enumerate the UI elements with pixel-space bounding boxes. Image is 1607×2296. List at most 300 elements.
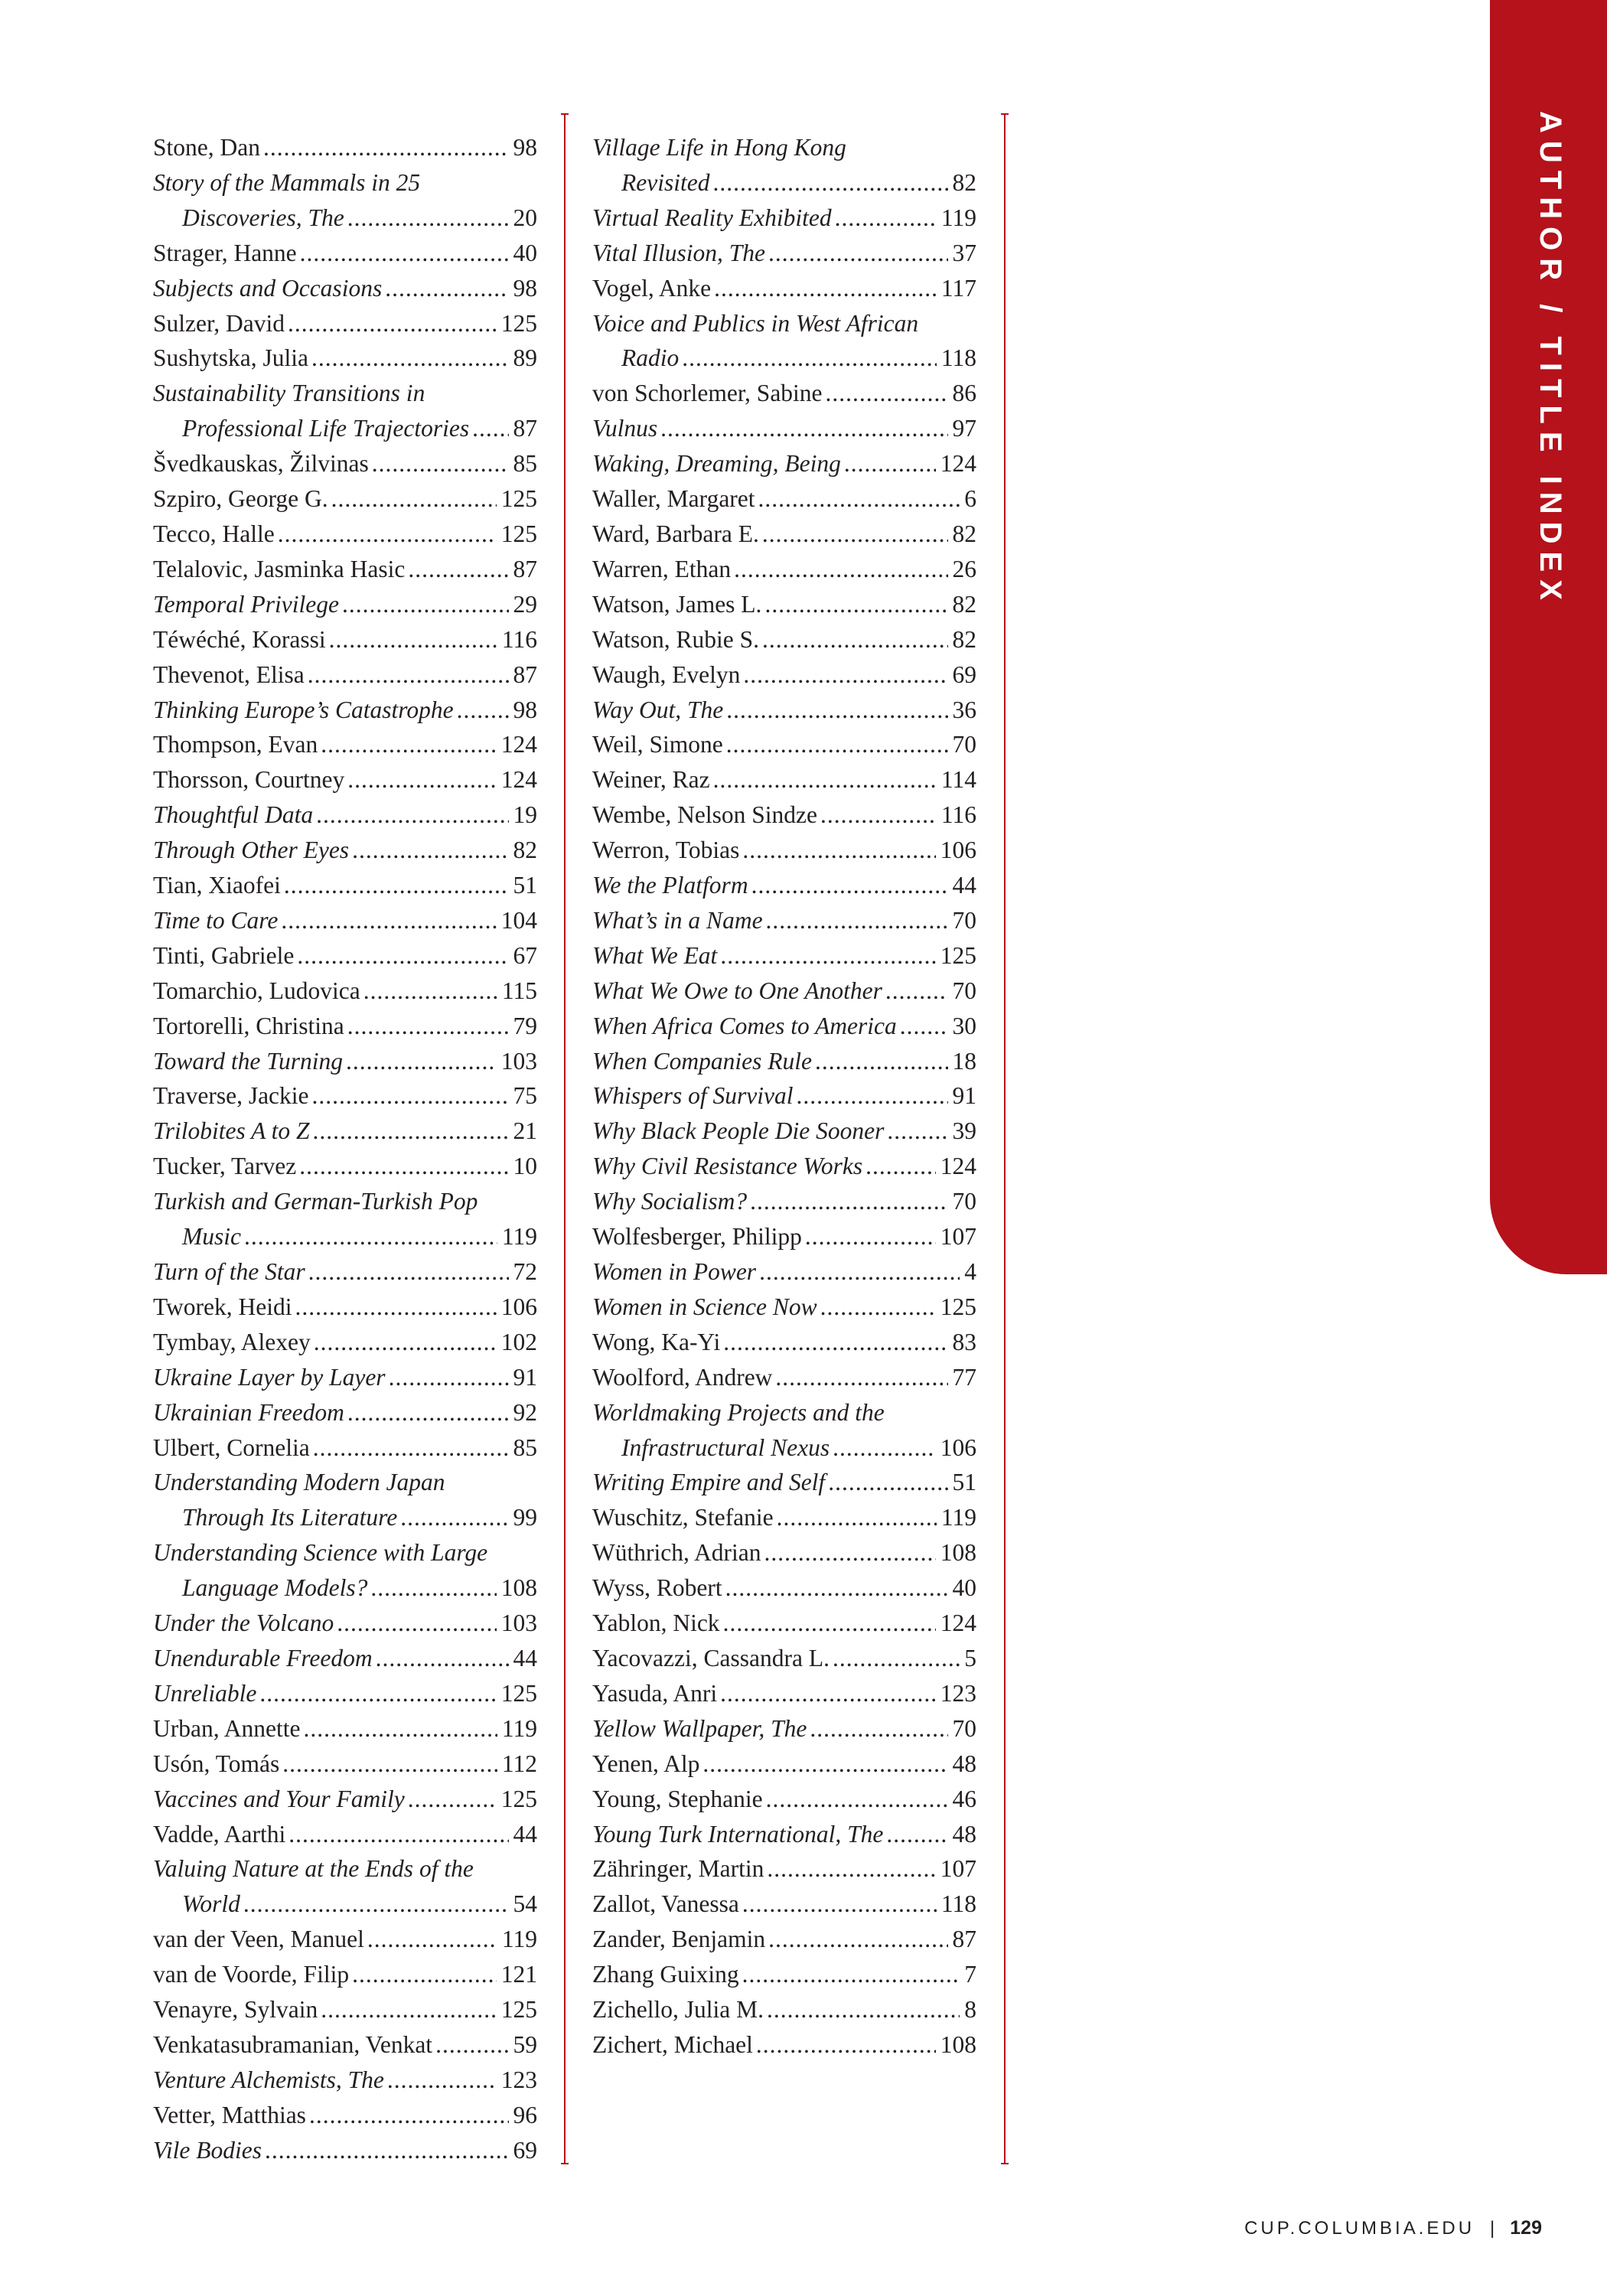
leader-dots bbox=[313, 1114, 509, 1149]
entry-text: Vital Illusion, The bbox=[592, 239, 766, 266]
index-entry-author bbox=[592, 657, 976, 693]
index-entry-author bbox=[592, 762, 976, 797]
entry-page-number: 106 bbox=[500, 1293, 537, 1320]
entry-page-number: 116 bbox=[501, 625, 537, 653]
index-entry-title bbox=[153, 797, 537, 833]
leader-dots bbox=[347, 1009, 509, 1044]
entry-page-number: 79 bbox=[513, 1012, 537, 1039]
leader-dots bbox=[725, 1570, 948, 1606]
entry-text-line2 bbox=[592, 1430, 976, 1466]
entry-text: Telalovic, Jasminka Hasic bbox=[153, 555, 406, 582]
entry-page-number: 85 bbox=[513, 450, 537, 478]
entry-text: Sushytska, Julia bbox=[153, 344, 309, 372]
entry-text: Vile Bodies bbox=[153, 2136, 262, 2164]
index-entry-author bbox=[592, 1219, 976, 1254]
entry-text: Vaccines and Your Family bbox=[153, 1785, 405, 1812]
leader-dots bbox=[321, 1992, 497, 2027]
entry-page-number: 118 bbox=[940, 344, 976, 372]
index-entry-author bbox=[592, 727, 976, 762]
entry-text: Yenen, Alp bbox=[592, 1750, 700, 1777]
leader-dots bbox=[313, 1430, 509, 1466]
leader-dots bbox=[762, 622, 948, 657]
entry-page-number: 117 bbox=[940, 274, 976, 302]
index-entry-author bbox=[592, 1570, 976, 1606]
entry-page-number: 124 bbox=[940, 1609, 976, 1637]
entry-page-number: 124 bbox=[940, 450, 976, 478]
index-entry-author bbox=[592, 1325, 976, 1360]
entry-text: Professional Life Trajectories bbox=[182, 415, 470, 442]
entry-page-number: 82 bbox=[952, 168, 976, 196]
index-entry-title bbox=[153, 1114, 537, 1149]
index-entry-author bbox=[153, 1711, 537, 1746]
entry-page-number: 106 bbox=[940, 837, 976, 864]
leader-dots bbox=[762, 517, 948, 552]
entry-text: Švedkauskas, Žilvinas bbox=[153, 450, 369, 478]
leader-dots bbox=[288, 1817, 508, 1852]
index-entry-author bbox=[592, 587, 976, 622]
entry-page-number: 108 bbox=[940, 1539, 976, 1567]
index-entry-title bbox=[153, 2133, 537, 2168]
entry-page-number: 18 bbox=[952, 1047, 976, 1075]
entry-text: Unendurable Freedom bbox=[153, 1644, 373, 1671]
entry-text: Toward the Turning bbox=[153, 1047, 344, 1075]
leader-dots bbox=[265, 2133, 509, 2168]
entry-page-number: 44 bbox=[952, 872, 976, 899]
entry-text: Vetter, Matthias bbox=[153, 2101, 306, 2128]
entry-page-number: 4 bbox=[964, 1258, 976, 1285]
index-entry-author bbox=[592, 1992, 976, 2027]
index-entry-author bbox=[153, 341, 537, 376]
leader-dots bbox=[331, 481, 497, 517]
entry-text: Yellow Wallpaper, The bbox=[592, 1714, 807, 1742]
index-entry-author bbox=[592, 1535, 976, 1570]
index-entry-author bbox=[153, 2027, 537, 2063]
leader-dots bbox=[713, 762, 937, 797]
entry-page-number: 115 bbox=[501, 977, 537, 1004]
leader-dots bbox=[714, 271, 937, 306]
leader-dots bbox=[321, 727, 497, 762]
entry-text: Tinti, Gabriele bbox=[153, 941, 295, 969]
entry-text: Radio bbox=[621, 344, 680, 372]
entry-page-number: 8 bbox=[964, 1996, 976, 2024]
index-entry-author bbox=[153, 727, 537, 762]
leader-dots bbox=[751, 868, 948, 903]
leader-dots bbox=[281, 903, 496, 938]
leader-dots bbox=[329, 622, 497, 657]
index-entry-author bbox=[153, 868, 537, 903]
entry-text: Stone, Dan bbox=[153, 134, 260, 161]
entry-page-number: 37 bbox=[952, 239, 976, 266]
entry-page-number: 125 bbox=[500, 485, 537, 513]
index-entry-title bbox=[153, 1606, 537, 1641]
entry-text: When Africa Comes to America bbox=[592, 1012, 897, 1039]
entry-text: Szpiro, George G. bbox=[153, 485, 328, 513]
entry-text: von Schorlemer, Sabine bbox=[592, 380, 823, 407]
index-entry-author bbox=[592, 1887, 976, 1922]
index-entry-author bbox=[592, 2027, 976, 2063]
index-entry-title bbox=[592, 1149, 976, 1184]
entry-text-line2 bbox=[153, 1219, 537, 1254]
leader-dots bbox=[314, 1325, 497, 1360]
index-entry-author bbox=[153, 974, 537, 1009]
index-entry-title bbox=[592, 903, 976, 938]
entry-page-number: 19 bbox=[513, 801, 537, 829]
entry-page-number: 121 bbox=[500, 1961, 537, 1988]
index-entry-title bbox=[153, 271, 537, 306]
entry-text: Thoughtful Data bbox=[153, 801, 314, 829]
leader-dots bbox=[312, 1078, 509, 1114]
entry-text: Zichert, Michael bbox=[592, 2030, 753, 2058]
entry-page-number: 114 bbox=[940, 766, 976, 794]
entry-page-number: 51 bbox=[952, 1469, 976, 1496]
entry-page-number: 39 bbox=[952, 1117, 976, 1145]
entry-text: Watson, James L. bbox=[592, 590, 762, 618]
entry-page-number: 67 bbox=[513, 941, 537, 969]
entry-page-number: 92 bbox=[513, 1398, 537, 1426]
entry-text-line1: Understanding Modern Japan bbox=[153, 1469, 445, 1496]
leader-dots bbox=[288, 306, 497, 341]
entry-text: Why Socialism? bbox=[592, 1188, 748, 1215]
column-rule-right bbox=[1004, 113, 1006, 2164]
entry-page-number: 10 bbox=[513, 1153, 537, 1180]
entry-page-number: 107 bbox=[940, 1223, 976, 1251]
entry-page-number: 97 bbox=[952, 415, 976, 442]
index-entry-title bbox=[153, 1360, 537, 1395]
entry-text: Traverse, Jackie bbox=[153, 1082, 309, 1110]
leader-dots bbox=[408, 1782, 497, 1817]
leader-dots bbox=[833, 1430, 936, 1466]
leader-dots bbox=[244, 1219, 497, 1254]
entry-page-number: 112 bbox=[501, 1750, 537, 1777]
index-entry-title bbox=[153, 1395, 537, 1430]
entry-text: Ukraine Layer by Layer bbox=[153, 1363, 386, 1391]
entry-page-number: 46 bbox=[952, 1785, 976, 1812]
index-entry-author bbox=[592, 1746, 976, 1782]
entry-page-number: 119 bbox=[940, 1504, 976, 1531]
entry-page-number: 91 bbox=[513, 1363, 537, 1391]
entry-page-number: 124 bbox=[500, 731, 537, 758]
index-entry-title bbox=[153, 1044, 537, 1079]
leader-dots bbox=[750, 1184, 947, 1219]
entry-page-number: 40 bbox=[513, 239, 537, 266]
index-entry-title bbox=[592, 974, 976, 1009]
index-entry-author bbox=[153, 517, 537, 552]
index-entry-author bbox=[153, 762, 537, 797]
leader-dots bbox=[367, 1922, 497, 1957]
entry-page-number: 119 bbox=[940, 204, 976, 231]
leader-dots bbox=[777, 1500, 937, 1535]
entry-page-number: 29 bbox=[513, 590, 537, 618]
index-entry-title bbox=[592, 1009, 976, 1044]
entry-page-number: 59 bbox=[513, 2030, 537, 2058]
index-entry-author bbox=[153, 622, 537, 657]
leader-dots bbox=[720, 938, 935, 974]
entry-page-number: 103 bbox=[500, 1047, 537, 1075]
entry-page-number: 119 bbox=[501, 1926, 537, 1953]
leader-dots bbox=[346, 1044, 497, 1079]
index-entry-author bbox=[153, 657, 537, 693]
leader-dots bbox=[758, 481, 960, 517]
entry-page-number: 98 bbox=[513, 274, 537, 302]
index-entry-title bbox=[592, 446, 976, 481]
leader-dots bbox=[900, 1009, 948, 1044]
entry-text: Weiner, Raz bbox=[592, 766, 710, 794]
index-entry-author bbox=[592, 1606, 976, 1641]
entry-text: What We Eat bbox=[592, 941, 718, 969]
entry-page-number: 125 bbox=[500, 1996, 537, 2024]
entry-text: Under the Volcano bbox=[153, 1609, 334, 1637]
entry-page-number: 99 bbox=[513, 1504, 537, 1531]
leader-dots bbox=[263, 130, 509, 165]
leader-dots bbox=[303, 1711, 497, 1746]
entry-text: Yablon, Nick bbox=[592, 1609, 720, 1637]
entry-text: Tymbay, Alexey bbox=[153, 1328, 311, 1355]
entry-text-line1: Turkish and German-Turkish Pop bbox=[153, 1188, 478, 1215]
leader-dots bbox=[828, 1465, 947, 1500]
entry-page-number: 48 bbox=[952, 1820, 976, 1848]
leader-dots bbox=[766, 1782, 948, 1817]
index-column-1 bbox=[153, 130, 537, 2168]
leader-dots bbox=[472, 411, 508, 446]
leader-dots bbox=[844, 446, 936, 481]
entry-text: Tucker, Tarvez bbox=[153, 1153, 297, 1180]
entry-page-number: 91 bbox=[952, 1082, 976, 1110]
entry-page-number: 44 bbox=[513, 1644, 537, 1671]
leader-dots bbox=[352, 833, 508, 868]
footer-separator: | bbox=[1490, 2217, 1495, 2239]
leader-dots bbox=[337, 1606, 497, 1641]
page-footer bbox=[1244, 2217, 1542, 2239]
entry-text: Tortorelli, Christina bbox=[153, 1012, 344, 1039]
leader-dots bbox=[742, 1957, 960, 1992]
entry-page-number: 85 bbox=[513, 1433, 537, 1461]
leader-dots bbox=[810, 1711, 947, 1746]
index-entry-title bbox=[153, 833, 537, 868]
entry-text: Wolfesberger, Philipp bbox=[592, 1223, 802, 1251]
leader-dots bbox=[299, 1149, 508, 1184]
entry-text: Women in Science Now bbox=[592, 1293, 817, 1320]
index-entry-author bbox=[592, 1360, 976, 1395]
entry-page-number: 70 bbox=[952, 1714, 976, 1742]
index-entry-author bbox=[592, 1957, 976, 1992]
index-entry-title bbox=[153, 165, 537, 236]
entry-page-number: 102 bbox=[500, 1328, 537, 1355]
index-entry-author bbox=[153, 130, 537, 165]
entry-page-number: 30 bbox=[952, 1012, 976, 1039]
entry-page-number: 70 bbox=[952, 977, 976, 1004]
entry-page-number: 44 bbox=[513, 1820, 537, 1848]
entry-page-number: 51 bbox=[513, 872, 537, 899]
leader-dots bbox=[316, 797, 508, 833]
leader-dots bbox=[726, 693, 947, 728]
entry-text: Yacovazzi, Cassandra L. bbox=[592, 1644, 830, 1671]
entry-page-number: 96 bbox=[513, 2101, 537, 2128]
index-entry-author bbox=[592, 1500, 976, 1535]
entry-page-number: 72 bbox=[513, 1258, 537, 1285]
index-entry-title bbox=[592, 1290, 976, 1325]
entry-page-number: 125 bbox=[940, 941, 976, 969]
entry-page-number: 69 bbox=[513, 2136, 537, 2164]
index-entry-title bbox=[592, 868, 976, 903]
index-entry-author bbox=[592, 1851, 976, 1887]
index-entry-title bbox=[153, 1676, 537, 1711]
index-entry-author bbox=[592, 517, 976, 552]
entry-page-number: 124 bbox=[940, 1153, 976, 1180]
entry-text: Subjects and Occasions bbox=[153, 274, 383, 302]
leader-dots bbox=[243, 1887, 509, 1922]
entry-text: Ukrainian Freedom bbox=[153, 1398, 344, 1426]
entry-text: Venture Alchemists, The bbox=[153, 2066, 384, 2093]
leader-dots bbox=[712, 165, 947, 201]
entry-page-number: 82 bbox=[952, 520, 976, 547]
index-entry-title bbox=[153, 2063, 537, 2098]
entry-text: Virtual Reality Exhibited bbox=[592, 204, 832, 231]
entry-page-number: 75 bbox=[513, 1082, 537, 1110]
index-column-2 bbox=[592, 130, 976, 2063]
leader-dots bbox=[756, 2027, 936, 2063]
entry-page-number: 6 bbox=[964, 485, 976, 513]
footer-site[interactable]: CUP.COLUMBIA.EDU bbox=[1244, 2217, 1475, 2239]
leader-dots bbox=[887, 1114, 947, 1149]
entry-text: Language Models? bbox=[182, 1574, 368, 1602]
leader-dots bbox=[282, 1746, 497, 1782]
index-entry-title bbox=[592, 1465, 976, 1500]
entry-text: Discoveries, The bbox=[182, 204, 344, 231]
entry-text: Writing Empire and Self bbox=[592, 1469, 826, 1496]
entry-text: Werron, Tobias bbox=[592, 837, 740, 864]
entry-text: Temporal Privilege bbox=[153, 590, 339, 618]
entry-page-number: 70 bbox=[952, 1188, 976, 1215]
leader-dots bbox=[805, 1219, 936, 1254]
entry-text-line2 bbox=[153, 201, 537, 236]
leader-dots bbox=[342, 587, 509, 622]
leader-dots bbox=[826, 376, 948, 411]
entry-text: Zander, Benjamin bbox=[592, 1926, 766, 1953]
index-entry-author bbox=[153, 446, 537, 481]
index-entry-title bbox=[592, 201, 976, 236]
index-entry-author bbox=[153, 1957, 537, 1992]
entry-text: Music bbox=[182, 1223, 241, 1251]
leader-dots bbox=[820, 797, 937, 833]
index-entry-title bbox=[592, 693, 976, 728]
leader-dots bbox=[885, 974, 948, 1009]
entry-text: Unreliable bbox=[153, 1679, 257, 1707]
index-entry-author bbox=[153, 1009, 537, 1044]
entry-text-line2 bbox=[153, 1500, 537, 1535]
index-entry-author bbox=[153, 481, 537, 517]
entry-page-number: 89 bbox=[513, 344, 537, 372]
index-entry-title bbox=[592, 1184, 976, 1219]
entry-text: Tian, Xiaofei bbox=[153, 872, 281, 899]
leader-dots bbox=[767, 1851, 935, 1887]
entry-page-number: 98 bbox=[513, 696, 537, 723]
leader-dots bbox=[385, 271, 508, 306]
entry-text: Vogel, Anke bbox=[592, 274, 712, 302]
index-entry-title bbox=[153, 1641, 537, 1676]
entry-page-number: 70 bbox=[952, 731, 976, 758]
entry-text: Through Its Literature bbox=[182, 1504, 398, 1531]
entry-text: Zichello, Julia M. bbox=[592, 1996, 764, 2024]
entry-page-number: 87 bbox=[513, 415, 537, 442]
entry-text: van de Voorde, Filip bbox=[153, 1961, 350, 1988]
leader-dots bbox=[278, 517, 497, 552]
entry-text-line1: Sustainability Transitions in bbox=[153, 380, 425, 407]
entry-text: Thinking Europe’s Catastrophe bbox=[153, 696, 454, 723]
entry-text: Revisited bbox=[621, 168, 710, 196]
leader-dots bbox=[743, 657, 947, 693]
entry-text: Tworek, Heidi bbox=[153, 1293, 292, 1320]
entry-text: Waugh, Evelyn bbox=[592, 660, 741, 688]
entry-page-number: 104 bbox=[500, 906, 537, 934]
leader-dots bbox=[796, 1078, 947, 1114]
leader-dots bbox=[775, 1360, 947, 1395]
entry-text: Waller, Margaret bbox=[592, 485, 755, 513]
entry-page-number: 26 bbox=[952, 555, 976, 582]
index-entry-title bbox=[153, 1782, 537, 1817]
index-entry-title bbox=[592, 1395, 976, 1466]
entry-page-number: 21 bbox=[513, 1117, 537, 1145]
leader-dots bbox=[886, 1817, 947, 1852]
entry-text: What We Owe to One Another bbox=[592, 977, 882, 1004]
index-entry-author bbox=[592, 622, 976, 657]
index-entry-author bbox=[592, 552, 976, 587]
index-entry-author bbox=[153, 1290, 537, 1325]
entry-text: Vulnus bbox=[592, 415, 658, 442]
leader-dots bbox=[767, 1992, 960, 2027]
entry-text: Thompson, Evan bbox=[153, 731, 318, 758]
entry-text: What’s in a Name bbox=[592, 906, 763, 934]
entry-text: Young Turk International, The bbox=[592, 1820, 884, 1848]
entry-text: Zhang Guixing bbox=[592, 1961, 739, 1988]
index-entry-author bbox=[153, 1992, 537, 2027]
index-entry-title bbox=[592, 1711, 976, 1746]
index-entry-author bbox=[592, 797, 976, 833]
entry-page-number: 87 bbox=[513, 555, 537, 582]
leader-dots bbox=[742, 833, 935, 868]
index-entry-author bbox=[592, 833, 976, 868]
leader-dots bbox=[766, 903, 948, 938]
leader-dots bbox=[347, 1395, 509, 1430]
index-entry-title bbox=[592, 1254, 976, 1290]
entry-text: Wuschitz, Stefanie bbox=[592, 1504, 774, 1531]
index-entry-title bbox=[153, 1465, 537, 1535]
entry-text: Venayre, Sylvain bbox=[153, 1996, 318, 2024]
index-entry-author bbox=[592, 1641, 976, 1676]
index-entry-title bbox=[592, 938, 976, 974]
index-entry-title bbox=[153, 1851, 537, 1922]
entry-text: Wüthrich, Adrian bbox=[592, 1539, 761, 1567]
index-entry-title bbox=[153, 1184, 537, 1254]
entry-text: Urban, Annette bbox=[153, 1714, 301, 1742]
entry-page-number: 5 bbox=[964, 1644, 976, 1671]
entry-page-number: 107 bbox=[940, 1855, 976, 1883]
entry-page-number: 77 bbox=[952, 1363, 976, 1391]
index-entry-author bbox=[153, 1922, 537, 1957]
index-entry-author bbox=[592, 376, 976, 411]
entry-page-number: 70 bbox=[952, 906, 976, 934]
entry-text-line1: Understanding Science with Large bbox=[153, 1539, 488, 1567]
index-entry-title bbox=[592, 306, 976, 377]
leader-dots bbox=[308, 657, 509, 693]
leader-dots bbox=[734, 552, 947, 587]
entry-page-number: 82 bbox=[513, 837, 537, 864]
index-entry-author bbox=[153, 552, 537, 587]
entry-text: Woolford, Andrew bbox=[592, 1363, 773, 1391]
entry-text: Vadde, Aarthi bbox=[153, 1820, 286, 1848]
entry-text: Way Out, The bbox=[592, 696, 724, 723]
leader-dots bbox=[768, 236, 947, 271]
index-entry-author bbox=[592, 481, 976, 517]
